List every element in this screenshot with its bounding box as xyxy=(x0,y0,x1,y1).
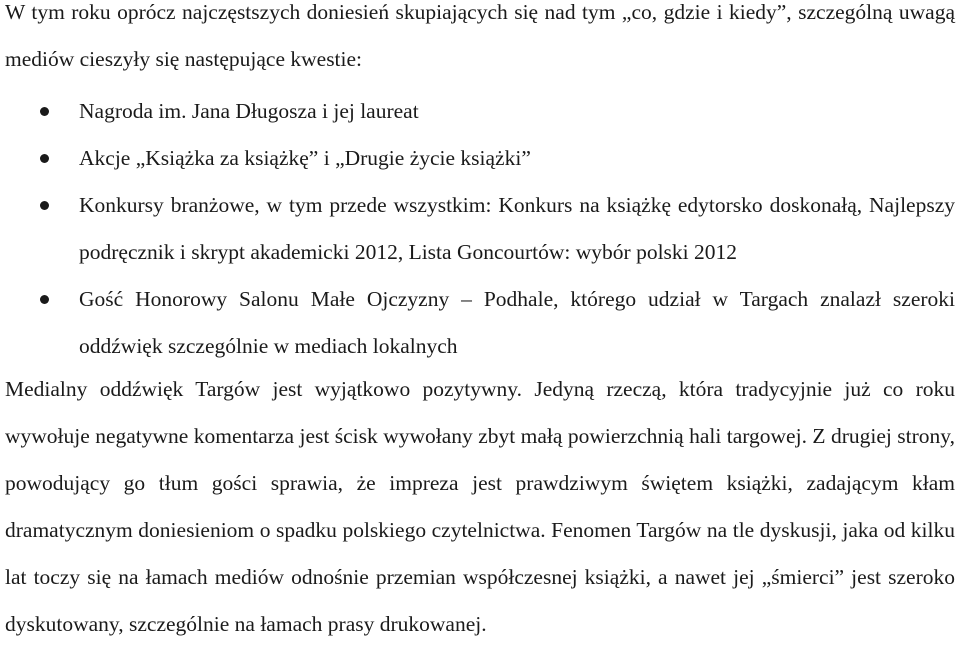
list-item-text: Konkursy branżowe, w tym przede wszystkim: Konkurs na książkę edytorsko doskonałą, Najlepszy podręcznik i skrypt akademicki 2012, Lista Goncourtów: wybór polski 2012 xyxy=(79,193,955,264)
list-item xyxy=(0,276,955,370)
list-item-text: Akcje „Książka za książkę” i „Drugie życie książki” xyxy=(79,146,531,170)
list-item xyxy=(0,88,955,135)
bullet-list xyxy=(0,88,955,370)
bullet-icon xyxy=(40,201,49,210)
list-item xyxy=(0,182,955,276)
bullet-icon xyxy=(40,154,49,163)
bullet-icon xyxy=(40,107,49,116)
intro-paragraph: W tym roku oprócz najczęstszych doniesień skupiających się nad tym „co, gdzie i kiedy”, szczególną uwagą mediów cieszyły się następujące kwestie: xyxy=(5,0,955,71)
bullet-icon xyxy=(40,295,49,304)
list-item-text: Nagroda im. Jana Długosza i jej laureat xyxy=(79,99,419,123)
closing-paragraph: Medialny oddźwięk Targów jest wyjątkowo pozytywny. Jedyną rzeczą, która tradycyjnie już co roku wywołuje negatywne komentarza jest ścisk wywołany zbyt małą powierzchnią hali targowej. Z drugiej strony, powodujący go tłum gości sprawia, że impreza jest prawdziwym świętem książki, zadającym kłam dramatycznym doniesieniom o spadku polskiego czytelnictwa. Fenomen Targów na tle dyskusji, jaka od kilku lat toczy się na łamach mediów odnośnie przemian współczesnej książki, a nawet jej „śmierci” jest szeroko dyskutowany, szczególnie na łamach prasy drukowanej. xyxy=(5,377,955,636)
list-item xyxy=(0,135,955,182)
list-item-text: Gość Honorowy Salonu Małe Ojczyzny – Podhale, którego udział w Targach znalazł szeroki oddźwięk szczególnie w mediach lokalnych xyxy=(79,287,955,358)
